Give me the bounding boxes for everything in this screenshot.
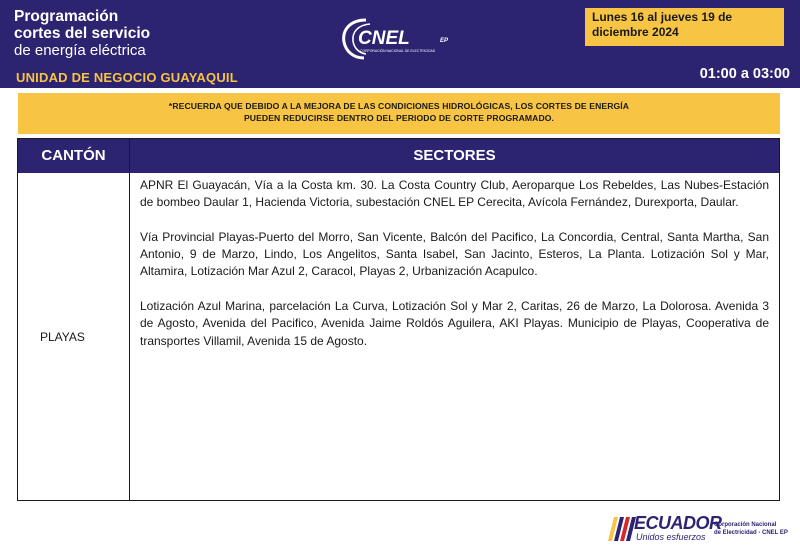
table-header [18,139,779,173]
business-unit: UNIDAD DE NEGOCIO GUAYAQUIL [16,70,238,85]
ecuador-footer-logo [608,513,792,547]
flag-stripes-icon [608,515,636,543]
time-range: 01:00 a 03:00 [699,66,790,82]
sector-paragraph: APNR El Guayacán, Vía a la Costa km. 30. La Costa Country Club, Aeroparque Los Rebeldes, Las Nubes-Estación de bombeo Daular 1, Hacienda Victoria, subestación CNEL EP Cerecita, Avícola Fernández, Durexporta, Daular. [140,178,769,210]
column-header-sectores: SECTORES [413,147,496,164]
footer-brand: ECUADOR [634,513,722,533]
logo-text: CNEL [358,28,410,49]
footer-tagline: Unidos esfuerzos [636,532,706,542]
title-line-2: cortes del servicio [14,25,151,42]
sector-paragraph: Vía Provincial Playas-Puerto del Morro, San Vicente, Balcón del Pacifico, La Concordia, Central, Santa Martha, San Antonio, 9 de Marzo, Lindo, Los Angelitos, Santa Isabel, San Jacinto, Esteros, La Planta. Lotización Sol y Mar, Altamira, Lotización Mar Azul 2, Caracol, Playas 2, Urbanización Acapulco. [140,229,769,279]
sector-paragraph: Lotización Azul Marina, parcelación La Curva, Lotización Sol y Mar 2, Caritas, 26 de Marzo, La Dolorosa. Avenida 3 de Agosto, Avenida del Pacifico, Avenida Jaime Roldós Aguilera, AKI Playas. Municipio de Playas, Cooperativa de transportes Villamil, Avenida 15 de Agosto. [140,299,769,348]
footer-corp-line-1: Corporación Nacional [714,522,777,528]
logo-caption: CORPORACIÓN NACIONAL DE ELECTRICIDAD [360,49,436,53]
canton-name: PLAYAS [40,329,85,344]
sectores-cell [140,177,769,350]
title-line-3: de energía eléctrica [14,42,146,59]
page-title [14,8,150,59]
notice-line-1: *RECUERDA QUE DEBIDO A LA MEJORA DE LAS CONDICIONES HIDROLÓGICAS, LOS CORTES DE ENERGÍA [168,101,630,111]
outage-table [17,138,780,501]
column-divider [129,139,130,500]
column-header-canton: CANTÓN [41,147,106,164]
title-line-1: Programación [14,8,119,25]
header-band [0,0,800,88]
footer-corporation [714,521,788,537]
cnel-logo [336,14,468,62]
notice-banner [18,93,780,134]
date-range: Lunes 16 al jueves 19 de diciembre 2024 [585,8,784,46]
footer-corp-line-2: de Electricidad - CNEL EP [714,530,788,536]
logo-suffix: EP [440,38,449,44]
notice-line-2: PUEDEN REDUCIRSE DENTRO DEL PERIODO DE CORTE PROGRAMADO. [243,113,555,123]
canton-cell [18,173,129,500]
